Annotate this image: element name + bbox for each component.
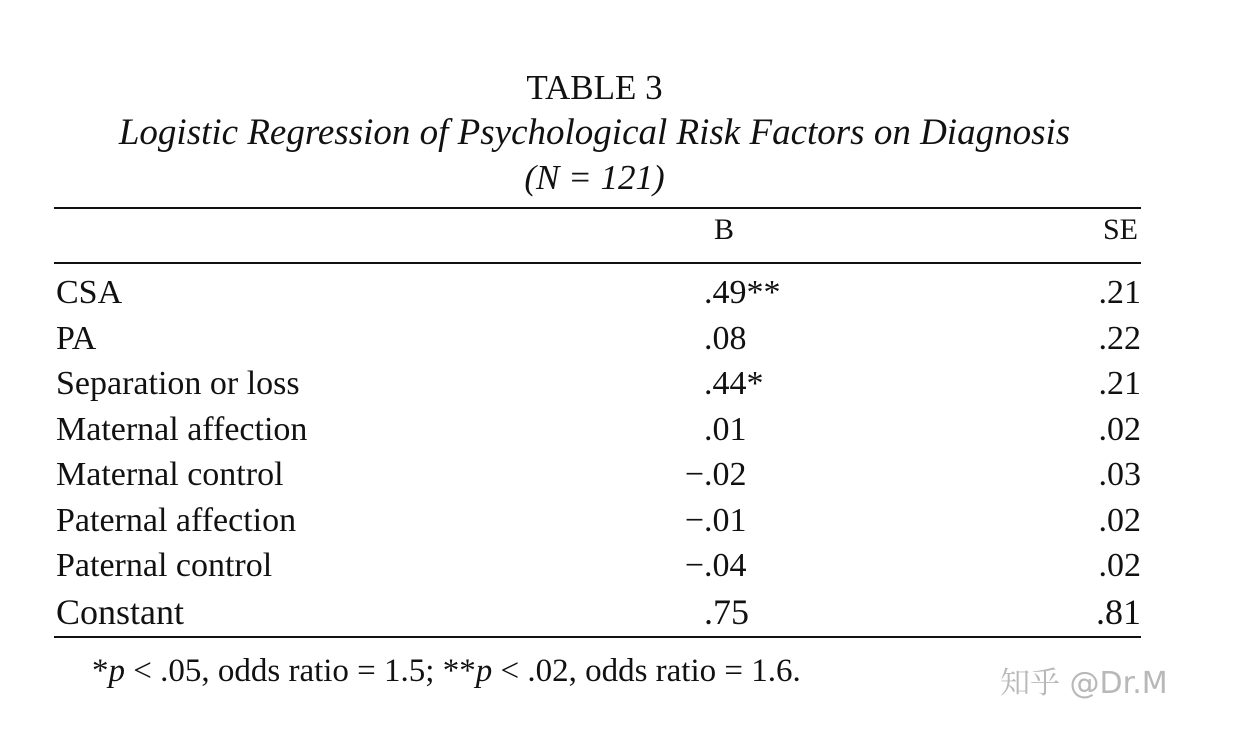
b-cell — [676, 320, 776, 358]
b-cell — [676, 502, 776, 540]
variable-cell: Paternal affection — [56, 501, 297, 539]
variable-cell: Constant — [56, 591, 185, 632]
b-cell — [676, 456, 776, 494]
b-value: .75 — [704, 591, 749, 632]
table-title: TABLE 3 — [526, 68, 663, 107]
se-cell: .21 — [1098, 274, 1141, 311]
b-sign: − — [684, 501, 704, 539]
b-cell — [676, 274, 781, 312]
column-header-b: B — [714, 213, 735, 246]
b-cell — [676, 365, 776, 403]
se-cell: .02 — [1098, 410, 1141, 448]
table-row — [0, 316, 1234, 362]
variable-cell: Paternal control — [56, 547, 273, 584]
table-row — [0, 498, 1234, 544]
se-cell: .03 — [1098, 456, 1141, 493]
table-footnote — [92, 651, 801, 691]
variable-cell: Maternal affection — [56, 410, 308, 448]
table-sample-size: (N = 121) — [524, 158, 665, 197]
footnote-p-2: p — [475, 653, 493, 689]
se-cell: .21 — [1098, 365, 1141, 402]
variable-cell: CSA — [56, 274, 123, 311]
bottom-rule — [54, 636, 1141, 638]
variable-cell: PA — [56, 319, 97, 357]
variable-cell: Separation or loss — [56, 365, 300, 402]
se-cell: .02 — [1098, 501, 1141, 539]
table-row — [0, 361, 1234, 407]
b-value: .02 — [704, 456, 747, 493]
footnote-text-1: < .05, odds ratio = 1.5; — [125, 653, 443, 689]
table-body — [0, 270, 1234, 634]
b-value: .01 — [704, 501, 747, 539]
header-rule — [54, 262, 1141, 264]
b-value: .01 — [704, 410, 747, 448]
zhihu-watermark: 知乎 @Dr.M — [1000, 666, 1168, 701]
b-cell — [676, 593, 776, 631]
se-cell: .22 — [1098, 319, 1141, 357]
variable-cell: Maternal control — [56, 456, 284, 493]
top-rule — [54, 207, 1141, 209]
b-value: .49** — [704, 274, 781, 311]
table-row — [0, 589, 1234, 635]
b-sign: − — [684, 547, 704, 584]
table-caption: Logistic Regression of Psychological Risk Factors on Diagnosis — [118, 112, 1071, 153]
se-cell: .81 — [1096, 591, 1141, 632]
footnote-star-1: * — [92, 653, 109, 689]
footnote-text-2: < .02, odds ratio = 1.6. — [492, 653, 801, 689]
b-sign: − — [684, 456, 704, 493]
footnote-star-2: ** — [442, 653, 476, 689]
table-row — [0, 270, 1234, 316]
table-row — [0, 452, 1234, 498]
column-header-se: SE — [1102, 213, 1138, 246]
se-cell: .02 — [1098, 547, 1141, 584]
footnote-p-1: p — [108, 653, 125, 689]
b-cell — [676, 547, 776, 585]
b-value: .44* — [704, 365, 764, 402]
table-row — [0, 407, 1234, 453]
b-cell — [676, 411, 776, 449]
b-value: .04 — [704, 547, 747, 584]
b-value: .08 — [704, 319, 747, 357]
table-row — [0, 543, 1234, 589]
